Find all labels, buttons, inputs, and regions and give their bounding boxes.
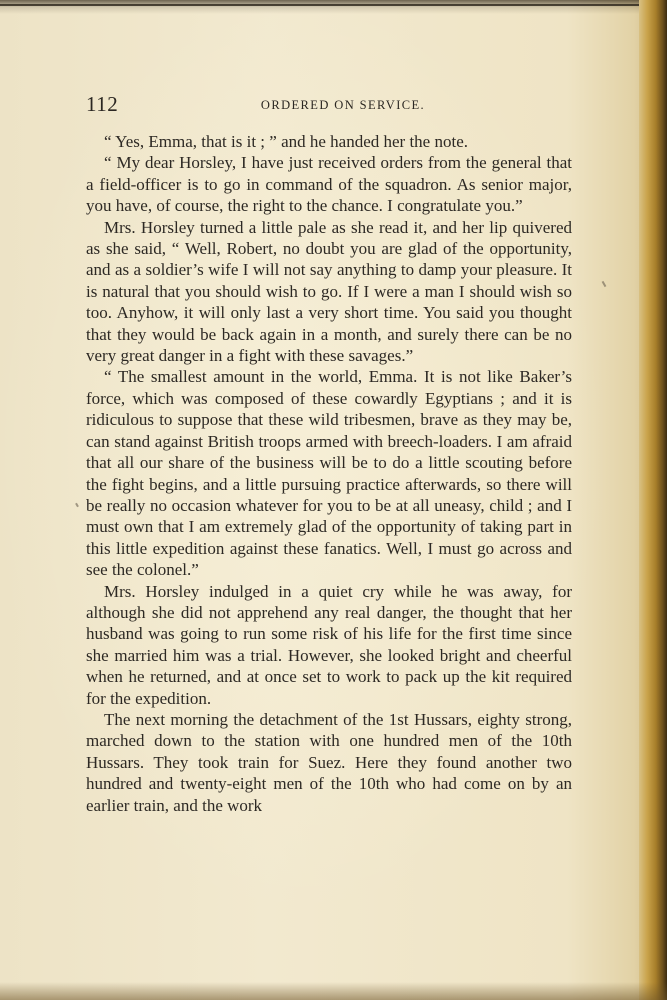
page-number: 112 xyxy=(86,92,119,116)
paragraph: “ Yes, Emma, that is it ; ” and he handed her the note. xyxy=(104,132,468,151)
page-header xyxy=(86,92,572,118)
paragraph: “ My dear Horsley, I have just received orders from the general that a field-officer is to go in command of the squadron. As senior major, you have, of course, the right to the chance. I congratulate you.” xyxy=(86,153,572,216)
paragraph: The next morning the detachment of the 1st Hussars, eighty strong, marched down to the station with one hundred men of the 10th Hussars. They took train for Suez. Here they found another two hundred and twenty-eight men of the 10th who had come on by an earlier train, and the work xyxy=(86,709,572,815)
paper-speck xyxy=(602,281,607,287)
paragraph: Mrs. Horsley turned a little pale as she read it, and her lip quivered as she said, “ Well, Robert, no doubt you are glad of the opportunity, and as a soldier’s wife I will not say anything to damp your pleasure. It is natural that you should wish to go. If I were a man I should wish so too. Anyhow, it will only last a very short time. You said you thought that they would be back again in a month, and surely there can be no very great danger in a fight with these savages.” xyxy=(86,217,572,366)
body-text xyxy=(86,131,572,816)
page-fore-edge xyxy=(639,0,667,1000)
paper-speck xyxy=(75,503,79,507)
running-title: ORDERED ON SERVICE. xyxy=(260,98,426,112)
top-edge-line xyxy=(0,4,640,6)
top-edge-shadow xyxy=(0,0,667,14)
bottom-edge-shadow xyxy=(0,982,667,1000)
paragraph: “ The smallest amount in the world, Emma. It is not like Baker’s force, which was composed of these cowardly Egyptians ; and it is ridiculous to suppose that these wild tribesmen, brave as they may be, can stand against British troops armed with breech-loaders. I am afraid that all our share of the business will be to do a little scouting before the fight begins, and a little pursuing practice afterwards, so there will be really no occasion whatever for you to be at all uneasy, child ; and I must own that I am extremely glad of the opportunity of taking part in this little expedition against these fanatics. Well, I must go across and see the colonel.” xyxy=(86,367,572,580)
paragraph: Mrs. Horsley indulged in a quiet cry while he was away, for although she did not apprehend any real danger, the thought that her husband was going to run some risk of his life for the first time since she married him was a trial. However, she looked bright and cheerful when he returned, and at once set to work to pack up the kit required for the expedition. xyxy=(86,581,572,708)
